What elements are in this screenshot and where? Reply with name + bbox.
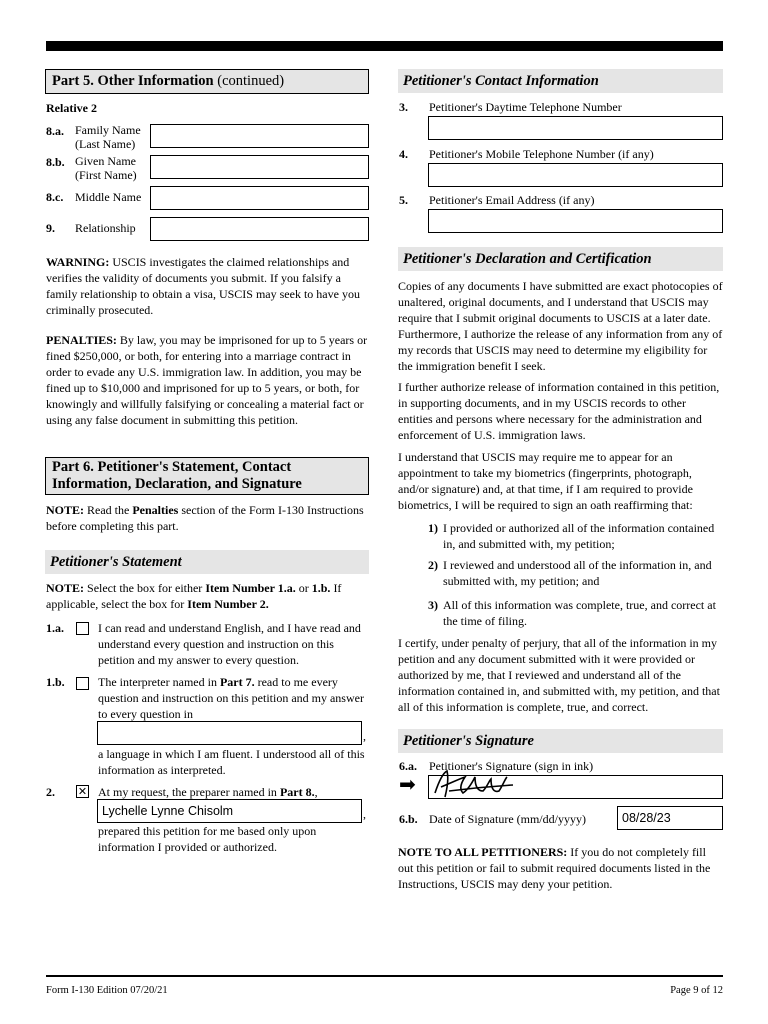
item-9-num: 9. (46, 221, 55, 235)
preparer-field-comma: , (363, 807, 366, 821)
item-8a-label: Family Name (Last Name) (75, 123, 141, 151)
item-6a-label: Petitioner's Signature (sign in ink) (429, 759, 594, 773)
footer-rule (46, 975, 723, 977)
declaration-para1: Copies of any documents I have submitted are exact photocopies of unaltered, original documents, and I understand that USCIS may require that I submit original documents to USCIS at a later date. Furthermore, I authorize the release of any information from any of my records that USCIS may need to determine my eligibility for the immigration benefit I seek. (398, 279, 723, 373)
part6-title-line2: Information, Declaration, and Signature (52, 476, 302, 492)
item-8a-num: 8.a. (46, 124, 64, 138)
contact-heading: Petitioner's Contact Information (398, 69, 723, 93)
email-field[interactable] (428, 209, 723, 233)
item-6b-label: Date of Signature (mm/dd/yyyy) (429, 812, 586, 826)
part5-header (45, 69, 369, 94)
footer-form-edition: Form I-130 Edition 07/20/21 (46, 985, 168, 996)
declaration-para3: I understand that USCIS may require me to appear for an appointment to take my biometrics (fingerprints, photograph, and/or signature) and, at that time, if I am required to provide biometrics, I will be required to sign an oath reaffirming that: (398, 450, 693, 512)
statement-heading: Petitioner's Statement (45, 550, 369, 574)
part5-title-suffix: (continued) (217, 73, 285, 89)
part6-note: NOTE: Read the Penalties section of the Form I-130 Instructions before completing this part. (46, 503, 364, 533)
item-1a-text: I can read and understand English, and I have read and understand every question and instruction on this petition and my answer to every question. (98, 621, 361, 667)
item-8c-num: 8.c. (46, 190, 64, 204)
preparer-name-field[interactable]: Lychelle Lynne Chisolm (97, 799, 362, 823)
given-name-field[interactable] (150, 155, 369, 179)
arrow-icon: ➡ (399, 772, 416, 796)
declaration-para2: I further authorize release of information contained in this petition, in supporting documents, and in my USCIS records to other entities and persons where necessary for the administration and enforcement of U.S. immigration laws. (398, 380, 720, 442)
item-4-label: Petitioner's Mobile Telephone Number (if any) (429, 147, 654, 161)
item-2-checkbox[interactable]: ✕ (77, 785, 88, 798)
item-5-label: Petitioner's Email Address (if any) (429, 193, 595, 207)
mobile-phone-field[interactable] (428, 163, 723, 187)
item-8b-num: 8.b. (46, 155, 65, 169)
item-6b-num: 6.b. (399, 812, 418, 826)
item-2-text: At my request, the preparer named in Part 8., (98, 785, 318, 799)
statement-note: NOTE: Select the box for either Item Number 1.a. or 1.b. If applicable, select the box for Item Number 2. (46, 581, 342, 611)
item-1b-text: The interpreter named in Part 7. read to me every question and instruction on this petition and my answer to every question in (98, 675, 364, 721)
item-4-num: 4. (399, 147, 408, 161)
language-after-text: a language in which I am fluent. I understood all of this information as interpreted. (98, 747, 365, 777)
declaration-para4: I certify, under penalty of perjury, that all of the information in my petition and any document submitted with it were provided or authorized by me, that I reviewed and understand all of the information contained in, and submitted with, my petition, and that all of this information is complete, true, and correct. (398, 636, 720, 714)
warning-paragraph: WARNING: USCIS investigates the claimed relationships and verifies the validity of documents you submit. If you falsify a family relationship to obtain a visa, USCIS may seek to have you criminally prosecuted. (46, 255, 360, 317)
item-1b-checkbox[interactable] (76, 677, 89, 690)
language-field[interactable] (97, 721, 362, 745)
part6-header (45, 457, 369, 495)
item-8b-label: Given Name (First Name) (75, 154, 137, 182)
language-field-comma: , (363, 729, 366, 743)
handwritten-signature (429, 767, 519, 803)
signature-field[interactable] (428, 775, 723, 799)
item-2-num: 2. (46, 785, 55, 799)
oath-item-3: 3) All of this information was complete, true, and correct at the time of filing. (428, 598, 716, 628)
relative-label: Relative 2 (46, 101, 97, 115)
item-9-label: Relationship (75, 221, 136, 235)
item-6a-num: 6.a. (399, 759, 417, 773)
penalties-paragraph: PENALTIES: By law, you may be imprisoned for up to 5 years or fined $250,000, or both, for entering into a marriage contract in order to evade any U.S. immigration law. In addition, you may be fined up to $10,000 and imprisoned for up to 5 years, or both, for knowingly and willfully falsifying or concealing a material fact or using any false document in submitting this petition. (46, 333, 368, 427)
family-name-field[interactable] (150, 124, 369, 148)
signature-date-field[interactable]: 08/28/23 (617, 806, 723, 830)
preparer-after-text: prepared this petition for me based only upon information I provided or authorized. (98, 824, 317, 854)
item-1a-num: 1.a. (46, 621, 64, 635)
middle-name-field[interactable] (150, 186, 369, 210)
declaration-heading: Petitioner's Declaration and Certification (398, 247, 723, 271)
footer-page-number: Page 9 of 12 (670, 985, 723, 996)
item-1b-num: 1.b. (46, 675, 65, 689)
item-5-num: 5. (399, 193, 408, 207)
signature-heading: Petitioner's Signature (398, 729, 723, 753)
oath-item-2: 2) I reviewed and understood all of the information in, and submitted with, my petition; and (428, 558, 712, 588)
part6-title-line1: Part 6. Petitioner's Statement, Contact (52, 459, 292, 475)
top-rule (46, 41, 723, 51)
item-1a-checkbox[interactable] (76, 622, 89, 635)
item-3-num: 3. (399, 100, 408, 114)
daytime-phone-field[interactable] (428, 116, 723, 140)
item-8c-label: Middle Name (75, 190, 142, 204)
part5-title: Part 5. Other Information (52, 73, 214, 89)
oath-item-1: 1) I provided or authorized all of the information contained in, and submitted with, my petition; (428, 521, 715, 551)
relationship-field[interactable] (150, 217, 369, 241)
item-3-label: Petitioner's Daytime Telephone Number (429, 100, 622, 114)
petitioners-note: NOTE TO ALL PETITIONERS: If you do not completely fill out this petition or fail to submit required documents listed in the Instructions, USCIS may deny your petition. (398, 845, 711, 891)
